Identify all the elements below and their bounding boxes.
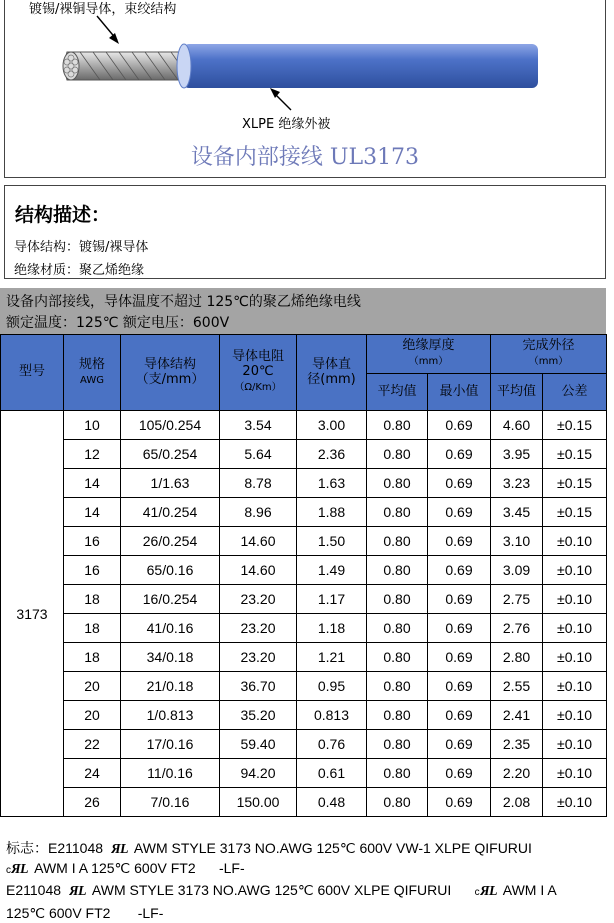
cell-thickness-min: 0.69 — [428, 411, 491, 440]
cell-conductor: 65/0.16 — [121, 556, 220, 585]
cell-resistance: 59.40 — [220, 730, 297, 759]
cell-thickness-avg: 0.80 — [367, 614, 428, 643]
cell-tolerance: ±0.10 — [543, 585, 607, 614]
cell-thickness-min: 0.69 — [428, 788, 491, 817]
cell-tolerance: ±0.10 — [543, 759, 607, 788]
cell-outer-avg: 2.08 — [491, 788, 543, 817]
cell-conductor: 1/1.63 — [121, 469, 220, 498]
header-conductor: 导体结构 （支/mm） — [121, 335, 220, 411]
cell-thickness-avg: 0.80 — [367, 440, 428, 469]
cell-awg: 10 — [64, 411, 121, 440]
marking-line-2: c Я L AWM I A 125℃ 600V FT2 -LF- — [6, 860, 245, 876]
spec-table-body — [1, 411, 607, 817]
cell-thickness-min: 0.69 — [428, 672, 491, 701]
cell-conductor: 41/0.16 — [121, 614, 220, 643]
header-thickness-min: 最小值 — [428, 374, 491, 411]
cell-resistance: 5.64 — [220, 440, 297, 469]
marking-line-4: 125℃ 600V FT2 -LF- — [6, 905, 164, 921]
cell-conductor: 1/0.813 — [121, 701, 220, 730]
cell-thickness-avg: 0.80 — [367, 411, 428, 440]
header-diameter: 导体直 径(mm) — [297, 335, 367, 411]
table-row — [1, 585, 607, 614]
cell-thickness-avg: 0.80 — [367, 730, 428, 759]
svg-text:Я: Я — [110, 842, 121, 855]
cell-thickness-min: 0.69 — [428, 527, 491, 556]
cell-thickness-avg: 0.80 — [367, 585, 428, 614]
cell-tolerance: ±0.15 — [543, 469, 607, 498]
cell-diameter: 1.21 — [297, 643, 367, 672]
ul-recognized-mark-icon — [69, 883, 89, 900]
cell-awg: 14 — [64, 469, 121, 498]
summary-ratings: 额定温度：125℃ 额定电压：600V — [6, 315, 230, 331]
cell-awg: 18 — [64, 614, 121, 643]
cell-resistance: 3.54 — [220, 411, 297, 440]
ul-recognized-mark-icon — [111, 841, 131, 858]
cell-thickness-min: 0.69 — [428, 759, 491, 788]
cell-conductor: 26/0.254 — [121, 527, 220, 556]
table-row — [1, 411, 607, 440]
cell-thickness-min: 0.69 — [428, 730, 491, 759]
table-row — [1, 498, 607, 527]
callout-arrow-conductor — [97, 16, 119, 44]
svg-text:L: L — [77, 884, 87, 897]
svg-text:L: L — [119, 842, 129, 855]
cell-conductor: 7/0.16 — [121, 788, 220, 817]
svg-text:L: L — [20, 862, 29, 875]
marking-label: 标志： — [6, 841, 48, 857]
table-row — [1, 556, 607, 585]
cell-thickness-min: 0.69 — [428, 498, 491, 527]
summary-description: 设备内部接线，导体温度不超过 125℃的聚乙烯绝缘电线 — [6, 294, 361, 310]
header-thickness-avg: 平均值 — [367, 374, 428, 411]
cell-outer-avg: 3.23 — [491, 469, 543, 498]
cell-diameter: 1.17 — [297, 585, 367, 614]
cell-tolerance: ±0.10 — [543, 730, 607, 759]
cell-tolerance: ±0.10 — [543, 788, 607, 817]
cell-diameter: 0.48 — [297, 788, 367, 817]
cell-awg: 18 — [64, 585, 121, 614]
cell-outer-avg: 3.45 — [491, 498, 543, 527]
cell-diameter: 2.36 — [297, 440, 367, 469]
marking-line-1: 标志：E211048 Я L AWM STYLE 3173 NO.AWG 125℃ 600V VW-1 XLPE QIFURUI — [6, 840, 532, 857]
table-row — [1, 730, 607, 759]
cell-resistance: 23.20 — [220, 643, 297, 672]
table-row — [1, 788, 607, 817]
cell-tolerance: ±0.10 — [543, 527, 607, 556]
table-row — [1, 440, 607, 469]
svg-text:L: L — [488, 884, 498, 897]
cell-resistance: 94.20 — [220, 759, 297, 788]
table-row — [1, 527, 607, 556]
structure-description-panel — [4, 185, 606, 279]
header-outer-avg: 平均值 — [491, 374, 543, 411]
cell-resistance: 8.78 — [220, 469, 297, 498]
rating-summary-band — [0, 288, 606, 334]
cell-tolerance: ±0.15 — [543, 440, 607, 469]
cell-thickness-avg: 0.80 — [367, 469, 428, 498]
cell-thickness-min: 0.69 — [428, 469, 491, 498]
cell-outer-avg: 4.60 — [491, 411, 543, 440]
cell-conductor: 34/0.18 — [121, 643, 220, 672]
cell-diameter: 1.88 — [297, 498, 367, 527]
insulation-callout-label: XLPE 绝缘外被 — [242, 117, 331, 132]
table-row — [1, 643, 607, 672]
cell-thickness-min: 0.69 — [428, 701, 491, 730]
cell-tolerance: ±0.15 — [543, 411, 607, 440]
header-tolerance: 公差 — [543, 374, 607, 411]
cell-resistance: 23.20 — [220, 614, 297, 643]
cell-resistance: 23.20 — [220, 585, 297, 614]
cell-thickness-avg: 0.80 — [367, 527, 428, 556]
header-outer-diameter: 完成外径 （mm） — [491, 335, 607, 374]
cell-awg: 14 — [64, 498, 121, 527]
table-row — [1, 469, 607, 498]
cell-conductor: 21/0.18 — [121, 672, 220, 701]
cell-thickness-avg: 0.80 — [367, 759, 428, 788]
cell-resistance: 36.70 — [220, 672, 297, 701]
cell-thickness-min: 0.69 — [428, 585, 491, 614]
structure-heading: 结构描述： — [15, 204, 111, 226]
cell-diameter: 3.00 — [297, 411, 367, 440]
cell-tolerance: ±0.10 — [543, 701, 607, 730]
table-row — [1, 614, 607, 643]
conductor-structure-text: 导体结构：镀锡/裸导体 — [14, 240, 149, 255]
cell-outer-avg: 2.55 — [491, 672, 543, 701]
cell-tolerance: ±0.10 — [543, 556, 607, 585]
cell-tolerance: ±0.10 — [543, 614, 607, 643]
insulation-jacket — [177, 44, 538, 88]
cell-awg: 18 — [64, 643, 121, 672]
insulation-material-text: 绝缘材质：聚乙烯绝缘 — [14, 263, 145, 278]
cell-tolerance: ±0.15 — [543, 498, 607, 527]
product-title: 设备内部接线 UL3173 — [190, 145, 420, 170]
cell-resistance: 35.20 — [220, 701, 297, 730]
conductor-callout-label: 镀锡/裸铜导体，束绞结构 — [29, 2, 177, 17]
table-row — [1, 672, 607, 701]
cell-awg: 20 — [64, 701, 121, 730]
cell-outer-avg: 2.80 — [491, 643, 543, 672]
cell-thickness-avg: 0.80 — [367, 788, 428, 817]
cell-diameter: 1.18 — [297, 614, 367, 643]
cell-tolerance: ±0.10 — [543, 643, 607, 672]
cell-resistance: 150.00 — [220, 788, 297, 817]
cell-awg: 26 — [64, 788, 121, 817]
cell-diameter: 0.813 — [297, 701, 367, 730]
cell-conductor: 16/0.254 — [121, 585, 220, 614]
cell-resistance: 14.60 — [220, 527, 297, 556]
table-row — [1, 759, 607, 788]
table-row — [1, 701, 607, 730]
cell-outer-avg: 2.76 — [491, 614, 543, 643]
cell-outer-avg: 3.10 — [491, 527, 543, 556]
svg-text:Я: Я — [11, 862, 21, 875]
cell-diameter: 1.63 — [297, 469, 367, 498]
cell-outer-avg: 2.35 — [491, 730, 543, 759]
cell-outer-avg: 3.95 — [491, 440, 543, 469]
cell-outer-avg: 2.75 — [491, 585, 543, 614]
header-insulation-thickness: 绝缘厚度 （mm） — [367, 335, 491, 374]
cell-conductor: 65/0.254 — [121, 440, 220, 469]
cell-awg: 12 — [64, 440, 121, 469]
cell-conductor: 17/0.16 — [121, 730, 220, 759]
cell-thickness-avg: 0.80 — [367, 556, 428, 585]
cell-awg: 24 — [64, 759, 121, 788]
cell-outer-avg: 2.20 — [491, 759, 543, 788]
cable-illustration-panel — [4, 0, 606, 178]
cell-outer-avg: 2.41 — [491, 701, 543, 730]
header-model: 型号 — [1, 335, 64, 411]
cell-tolerance: ±0.10 — [543, 672, 607, 701]
cell-resistance: 8.96 — [220, 498, 297, 527]
cell-thickness-avg: 0.80 — [367, 643, 428, 672]
cell-awg: 16 — [64, 556, 121, 585]
cell-diameter: 0.76 — [297, 730, 367, 759]
cell-resistance: 14.60 — [220, 556, 297, 585]
cell-thickness-avg: 0.80 — [367, 498, 428, 527]
cell-conductor: 41/0.254 — [121, 498, 220, 527]
ul-recognized-mark-icon — [11, 861, 31, 878]
cell-thickness-min: 0.69 — [428, 643, 491, 672]
stranded-conductor — [63, 52, 185, 80]
cell-diameter: 1.49 — [297, 556, 367, 585]
header-resistance: 导体电阻 20℃ （Ω/Km） — [220, 335, 297, 411]
cell-outer-avg: 3.09 — [491, 556, 543, 585]
cell-thickness-min: 0.69 — [428, 614, 491, 643]
header-spec: 规格 AWG — [64, 335, 121, 411]
svg-text:Я: Я — [68, 884, 79, 897]
cell-diameter: 0.95 — [297, 672, 367, 701]
cell-diameter: 0.61 — [297, 759, 367, 788]
callout-arrow-insulation — [270, 88, 291, 110]
model-cell: 3173 — [1, 411, 64, 817]
cell-thickness-avg: 0.80 — [367, 701, 428, 730]
cell-thickness-avg: 0.80 — [367, 672, 428, 701]
cell-thickness-min: 0.69 — [428, 440, 491, 469]
ul-recognized-mark-icon — [480, 883, 500, 900]
cell-awg: 20 — [64, 672, 121, 701]
svg-text:Я: Я — [479, 884, 490, 897]
cell-diameter: 1.50 — [297, 527, 367, 556]
spec-table — [0, 334, 607, 817]
cell-thickness-min: 0.69 — [428, 556, 491, 585]
cell-awg: 16 — [64, 527, 121, 556]
cell-conductor: 11/0.16 — [121, 759, 220, 788]
cell-awg: 22 — [64, 730, 121, 759]
marking-line-3: E211048 Я L AWM STYLE 3173 NO.AWG 125℃ 600V XLPE QIFURUI c Я L AWM I A — [6, 882, 557, 898]
cell-conductor: 105/0.254 — [121, 411, 220, 440]
